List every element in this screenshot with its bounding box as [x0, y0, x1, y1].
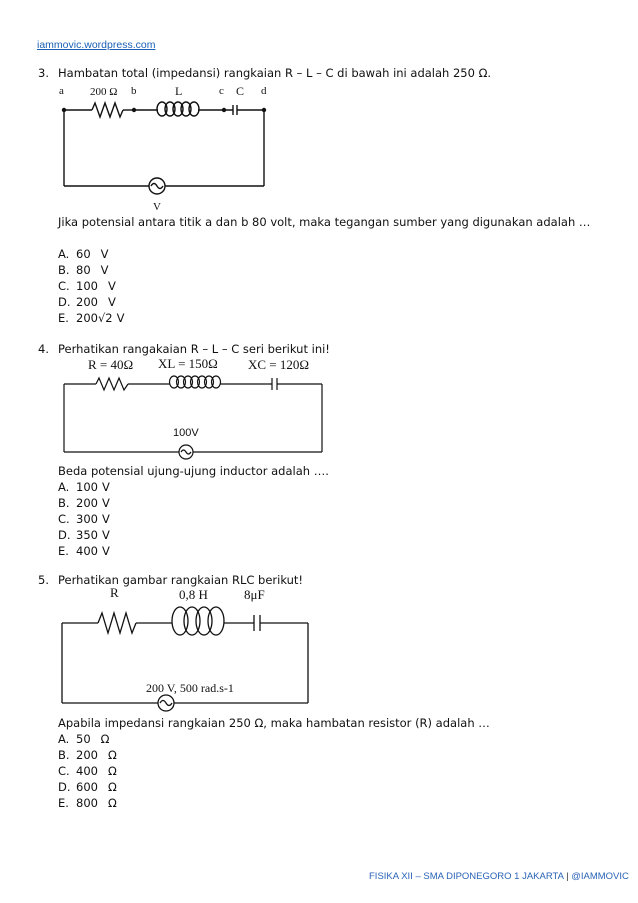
resistor-symbol	[92, 103, 123, 117]
option-value: 350	[76, 528, 98, 542]
inductor-symbol	[157, 102, 199, 116]
option-unit: V	[101, 544, 110, 558]
question-5-number: 5.	[38, 573, 49, 587]
option-unit: V	[100, 247, 109, 261]
resistor-symbol	[98, 613, 136, 633]
option-unit: V	[116, 311, 125, 325]
capacitor-symbol	[233, 105, 237, 115]
question-4-number: 4.	[38, 342, 49, 356]
question-3-option-d	[58, 294, 116, 310]
option-value: 100	[76, 279, 98, 293]
question-3-number: 3.	[38, 66, 49, 80]
question-5-circuit-diagram	[58, 585, 314, 713]
option-value: 200	[76, 295, 98, 309]
option-unit: V	[107, 295, 116, 309]
option-value: 100	[76, 480, 98, 494]
option-unit: V	[101, 496, 110, 510]
option-value: 50	[76, 732, 91, 746]
inductor-symbol	[172, 607, 224, 635]
option-unit: V	[101, 512, 110, 526]
resistor-value-label: R = 40Ω	[88, 357, 134, 372]
question-3-circuit-diagram	[50, 82, 280, 212]
capacitive-reactance-label: XC = 120Ω	[248, 357, 310, 372]
page-footer	[369, 871, 629, 882]
point-d-label: d	[261, 85, 267, 97]
question-5-text: Perhatikan gambar rangkaian RLC berikut!	[58, 573, 304, 587]
option-unit: V	[107, 279, 116, 293]
source-voltage-label: V	[153, 201, 161, 213]
option-unit: Ω	[107, 764, 117, 778]
option-unit: Ω	[107, 796, 117, 810]
capacitor-symbol	[272, 378, 277, 390]
footer-separator: |	[566, 871, 569, 882]
question-4-circuit-diagram	[60, 356, 330, 460]
point-c-label: c	[219, 85, 224, 97]
option-letter: A.	[58, 480, 70, 494]
inductive-reactance-label: XL = 150Ω	[158, 356, 218, 371]
question-3-option-c	[58, 278, 116, 294]
option-unit: V	[100, 263, 109, 277]
question-5-prompt: Apabila impedansi rangkaian 250 Ω, maka hambatan resistor (R) adalah …	[58, 716, 490, 730]
question-4-option-b	[58, 495, 110, 511]
question-5-option-d	[58, 779, 117, 795]
option-letter: C.	[58, 279, 70, 293]
inductor-label: L	[175, 84, 183, 98]
option-letter: B.	[58, 748, 70, 762]
option-letter: C.	[58, 764, 70, 778]
footer-school: FISIKA XII – SMA DIPONEGORO 1 JAKARTA	[369, 871, 564, 882]
resistor-label: R	[110, 585, 119, 600]
question-3-option-b	[58, 262, 109, 278]
inductor-symbol	[170, 376, 221, 388]
capacitor-symbol	[254, 615, 260, 631]
option-value: 600	[76, 780, 98, 794]
question-4-prompt: Beda potensial ujung-ujung inductor adalah ….	[58, 464, 329, 478]
option-letter: E.	[58, 311, 69, 325]
inductance-label: 0,8 H	[179, 587, 208, 602]
question-3-text: Hambatan total (impedansi) rangkaian R – L – C di bawah ini adalah 250 Ω.	[58, 66, 492, 80]
option-value: 200	[76, 748, 98, 762]
option-letter: D.	[58, 295, 71, 309]
option-letter: A.	[58, 247, 70, 261]
capacitor-label: C	[236, 84, 245, 98]
question-4-option-c	[58, 511, 110, 527]
point-b-label: b	[131, 85, 137, 97]
capacitance-label: 8μF	[244, 587, 265, 602]
option-unit: Ω	[107, 748, 117, 762]
source-voltage-label: 100V	[173, 427, 199, 439]
question-5-option-e	[58, 795, 117, 811]
point-a-label: a	[59, 85, 64, 97]
option-value: 200√2	[76, 311, 113, 325]
option-letter: E.	[58, 796, 69, 810]
option-unit: V	[101, 480, 110, 494]
option-value: 400	[76, 764, 98, 778]
question-4-option-d	[58, 527, 110, 543]
question-5-option-b	[58, 747, 117, 763]
option-letter: D.	[58, 780, 71, 794]
option-unit: Ω	[107, 780, 117, 794]
question-3-prompt: Jika potensial antara titik a dan b 80 volt, maka tegangan sumber yang digunakan adalah …	[58, 215, 591, 229]
option-value: 300	[76, 512, 98, 526]
option-letter: B.	[58, 496, 70, 510]
resistor-value-label: 200 Ω	[90, 86, 118, 98]
option-unit: Ω	[100, 732, 110, 746]
question-4-text: Perhatikan rangakaian R – L – C seri berikut ini!	[58, 342, 330, 356]
footer-handle: @IAMMOVIC	[571, 871, 629, 882]
question-3-option-a	[58, 246, 109, 262]
header-site-link[interactable]: iammovic.wordpress.com	[37, 39, 156, 51]
question-4-option-a	[58, 479, 110, 495]
option-letter: A.	[58, 732, 70, 746]
option-value: 200	[76, 496, 98, 510]
option-value: 400	[76, 544, 98, 558]
question-5-option-a	[58, 731, 109, 747]
option-letter: C.	[58, 512, 70, 526]
option-value: 800	[76, 796, 98, 810]
option-unit: V	[101, 528, 110, 542]
option-letter: B.	[58, 263, 70, 277]
source-rating-label: 200 V, 500 rad.s-1	[146, 681, 234, 695]
resistor-symbol	[96, 378, 128, 390]
option-letter: D.	[58, 528, 71, 542]
option-value: 60	[76, 247, 91, 261]
question-5-option-c	[58, 763, 117, 779]
question-4-option-e	[58, 543, 110, 559]
option-letter: E.	[58, 544, 69, 558]
question-3-option-e	[58, 310, 124, 326]
option-value: 80	[76, 263, 91, 277]
